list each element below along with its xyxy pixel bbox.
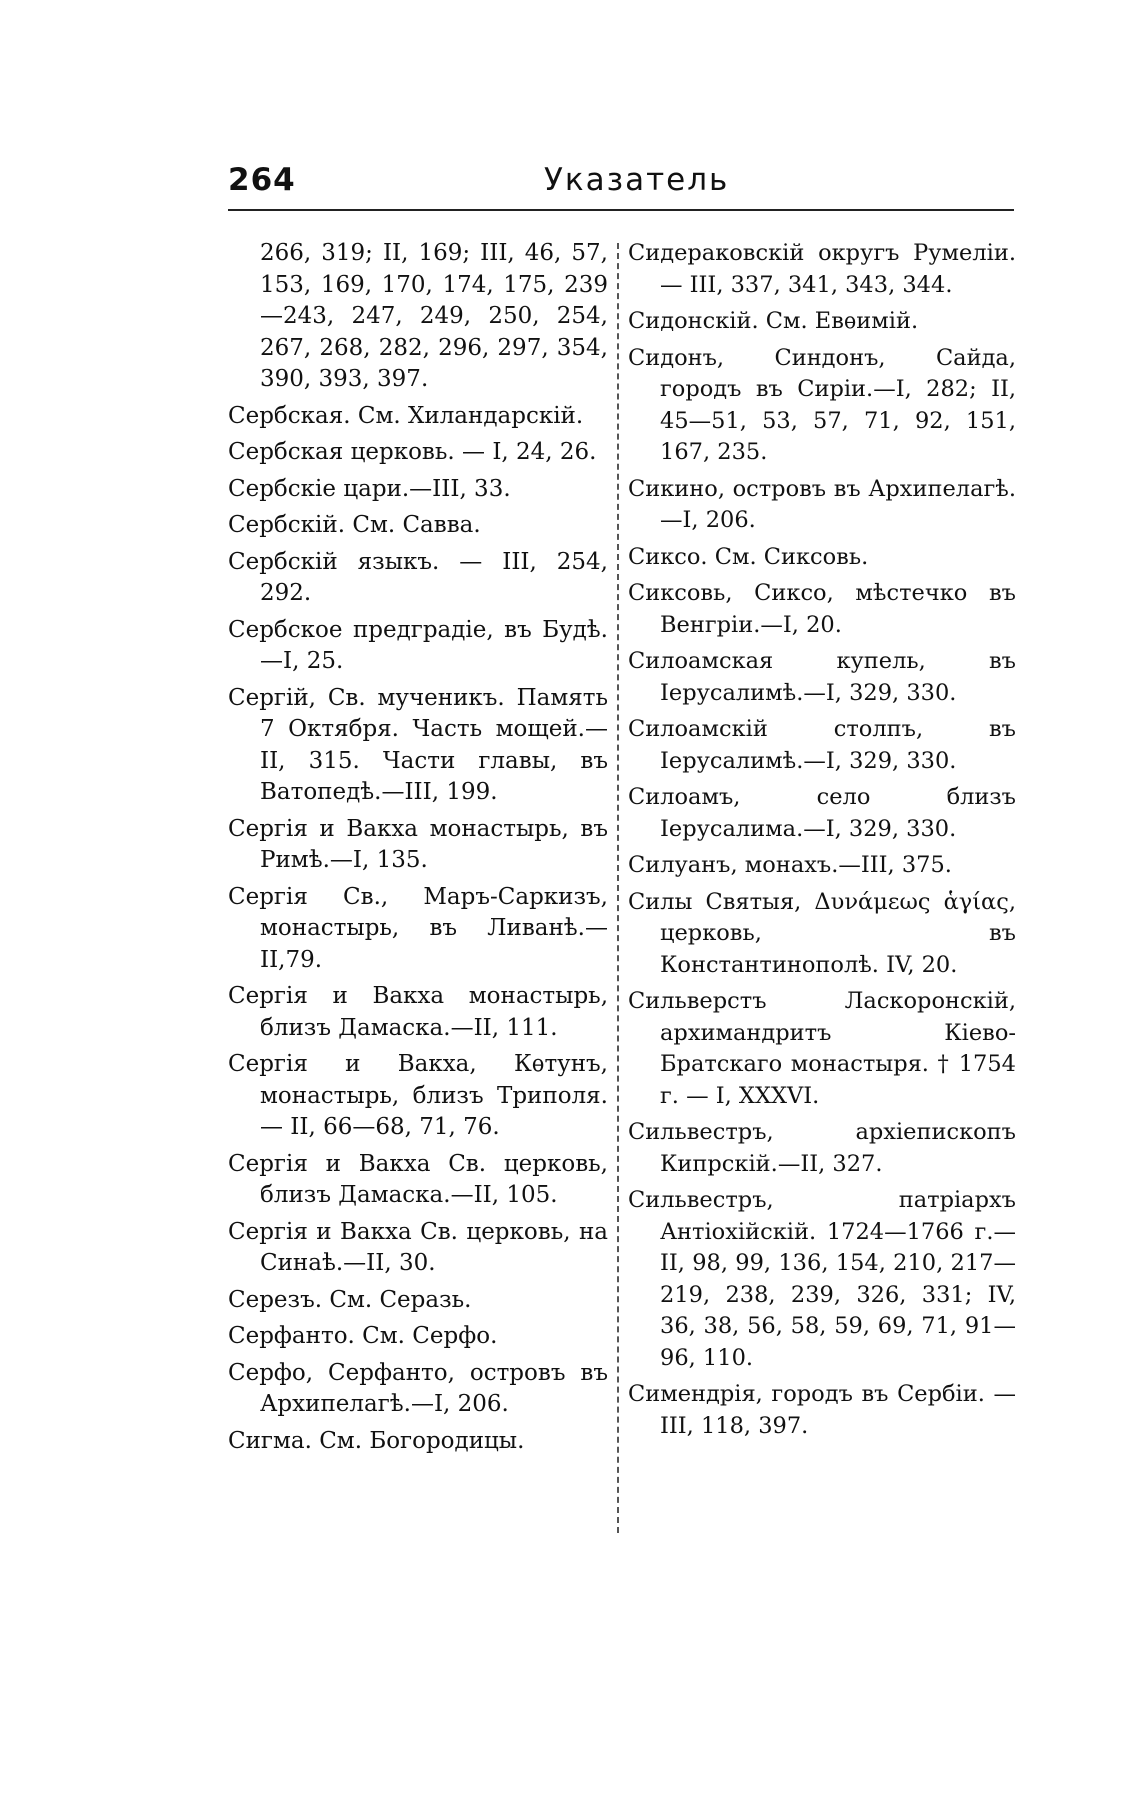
- index-entry: Сербскій языкъ. — III, 254, 292.: [228, 548, 608, 606]
- index-entry: Силоамскій столпъ, въ Іерусалимѣ.—I, 329, 330.: [628, 716, 1016, 774]
- index-entry: Сербская. См. Хиландарскій.: [228, 402, 584, 429]
- index-entry: Серфо, Серфанто, островъ въ Архипелагѣ.—I, 206.: [228, 1359, 608, 1417]
- index-entry: Сергія и Вакха Св. церковь, близъ Дамаска.—II, 105.: [228, 1150, 608, 1208]
- index-entry: Сильверстъ Ласкоронскій, архимандритъ Кіево-Братскаго монастыря. † 1754 г. — I, XXXVI.: [628, 988, 1016, 1109]
- index-entry: Сидонъ, Синдонъ, Сайда, городъ въ Сиріи.—I, 282; II, 45—51, 53, 57, 71, 92, 151, 167, 235.: [628, 344, 1016, 465]
- index-entry: Силоамская купель, въ Іерусалимѣ.—I, 329, 330.: [628, 648, 1016, 706]
- header-rule: [228, 209, 1014, 211]
- index-entry: Силуанъ, монахъ.—III, 375.: [628, 852, 952, 878]
- index-entry: Сергія и Вакха монастырь, близъ Дамаска.—II, 111.: [228, 983, 608, 1041]
- index-entry: Сиксовь, Сиксо, мѣстечко въ Венгріи.—I, 20.: [628, 580, 1016, 638]
- index-entry: Сербскіе цари.—III, 33.: [228, 475, 511, 502]
- page-header: [228, 162, 1014, 206]
- index-entry: Сильвестръ, архіепископъ Кипрскій.—II, 327.: [628, 1119, 1016, 1177]
- index-entry: Сербскій. См. Савва.: [228, 512, 481, 538]
- index-entry: Сидонскій. См. Евѳимій.: [628, 308, 919, 334]
- right-column: [628, 238, 1016, 1447]
- page-number: 264: [228, 162, 296, 198]
- index-entry: Сергія и Вакха монастырь, въ Римѣ.—I, 135.: [228, 815, 608, 873]
- index-entry: Сиксо. См. Сиксовь.: [628, 543, 869, 570]
- index-entry: Сидераковскій округъ Румеліи. — III, 337, 341, 343, 344.: [628, 240, 1016, 298]
- index-entry: Силы Святыя, Δυνάμεως ἁγίας, церковь, въ Константинополѣ. IV, 20.: [628, 888, 1016, 978]
- index-entry: Серфанто. См. Серфо.: [228, 1323, 498, 1349]
- index-entry: Сербское предградіе, въ Будѣ. —I, 25.: [228, 616, 608, 674]
- index-entry: Серезъ. См. Серазь.: [228, 1286, 472, 1313]
- index-entry: Силоамъ, село близъ Іерусалима.—I, 329, 330.: [628, 784, 1016, 842]
- index-entry: Сербская церковь. — I, 24, 26.: [228, 439, 597, 465]
- index-entry: Сергія и Вакха Св. церковь, на Синаѣ.—II, 30.: [228, 1218, 608, 1276]
- index-entry: Симендрія, городъ въ Сербіи. —III, 118, 397.: [628, 1381, 1016, 1439]
- index-entry: Сикино, островъ въ Архипелагѣ.—I, 206.: [628, 475, 1016, 533]
- left-column: [228, 238, 608, 1462]
- column-divider: [617, 243, 619, 1533]
- index-entry: Сергія Св., Маръ-Саркизъ, монастырь, въ Ливанѣ.—II,79.: [228, 883, 608, 973]
- index-entry: Сигма. См. Богородицы.: [228, 1427, 525, 1454]
- index-entry: Сергія и Вакха, Кѳтунъ, монастырь, близъ Триполя.— II, 66—68, 71, 76.: [228, 1051, 608, 1140]
- index-entry: Сергій, Св. мученикъ. Память 7 Октября. Часть мощей.— II, 315. Части главы, въ Ватопедѣ.—III, 199.: [228, 684, 608, 805]
- index-entry: 266, 319; II, 169; III, 46, 57, 153, 169, 170, 174, 175, 239—243, 247, 249, 250, 254, 267, 268, 282, 296, 297, 354, 390, 393, 397.: [260, 240, 608, 392]
- index-entry: Сильвестръ, патріархъ Антіохійскій. 1724—1766 г.— II, 98, 99, 136, 154, 210, 217—219, 238, 239, 326, 331; IV, 36, 38, 56, 58, 59, 69, 71, 91—96, 110.: [628, 1187, 1016, 1371]
- running-title: Указатель: [544, 162, 730, 198]
